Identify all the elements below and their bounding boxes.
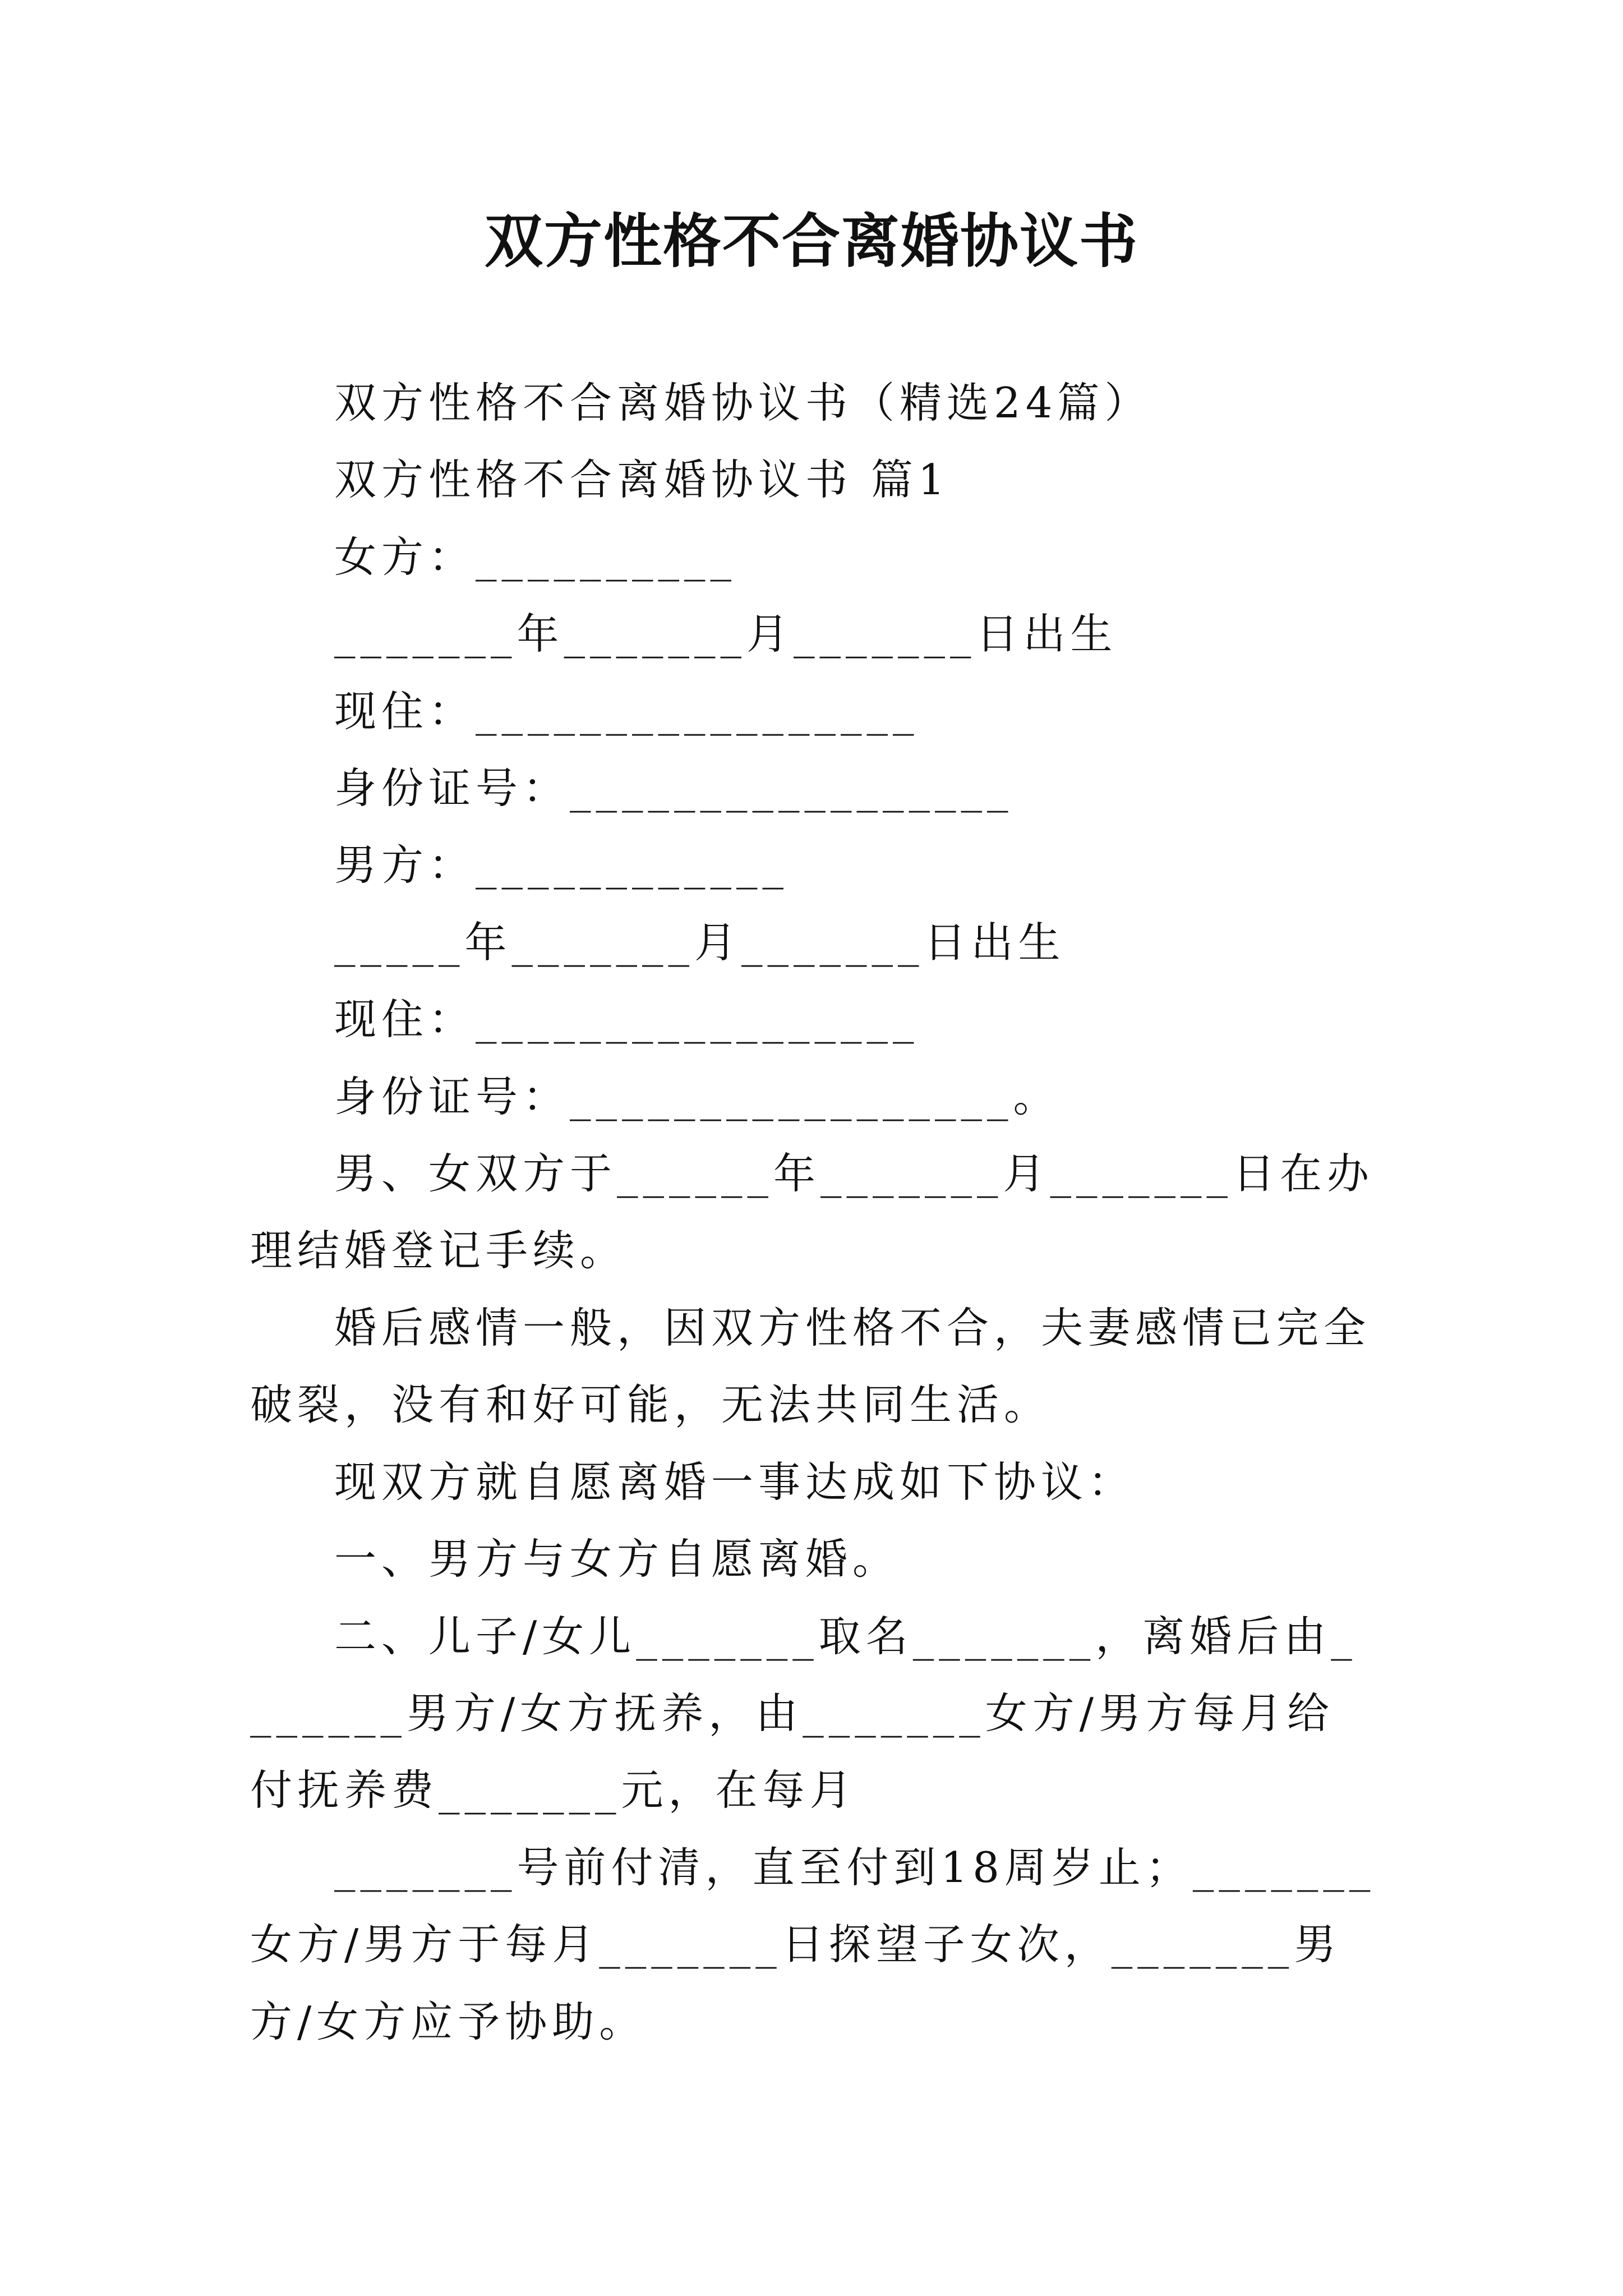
- subtitle-line: 双方性格不合离婚协议书（精选24篇）: [334, 378, 1152, 427]
- male-id-line: 身份证号：_________________。: [334, 1071, 1061, 1121]
- male-address-line: 现住：_________________: [334, 995, 919, 1045]
- document-body: [250, 365, 1380, 2060]
- clause-one: 一、男方与女方自愿离婚。: [334, 1534, 900, 1584]
- female-id-line: 身份证号：_________________: [334, 763, 1013, 813]
- clause-two: 二、儿子/女儿_______取名_______，离婚后由_______男方/女方抚养，由_______女方/男方每月给付抚养费_______元，在每月: [250, 1611, 1357, 1815]
- male-birthdate-line: _____年_______月_______日出生: [334, 917, 1066, 967]
- section-heading: 双方性格不合离婚协议书 篇1: [334, 455, 950, 505]
- agreement-intro-paragraph: 现双方就自愿离婚一事达成如下协议：: [334, 1457, 1136, 1507]
- female-address-line: 现住：_________________: [334, 686, 919, 736]
- document-title: 双方性格不合离婚协议书: [484, 206, 1138, 275]
- clause-two-continued: _______号前付清，直至付到18周岁止；_______女方/男方于每月_______日探望子女次，_______男方/女方应予协助。: [250, 1842, 1376, 2046]
- female-party-line: 女方：__________: [334, 532, 737, 582]
- male-party-line: 男方：____________: [334, 840, 789, 890]
- female-birthdate-line: _______年_______月_______日出生: [334, 609, 1118, 659]
- relationship-paragraph: 婚后感情一般，因双方性格不合，夫妻感情已完全破裂，没有和好可能，无法共同生活。: [250, 1303, 1371, 1430]
- marriage-registration-paragraph: 男、女双方于______年_______月_______日在办理结婚登记手续。: [250, 1149, 1375, 1276]
